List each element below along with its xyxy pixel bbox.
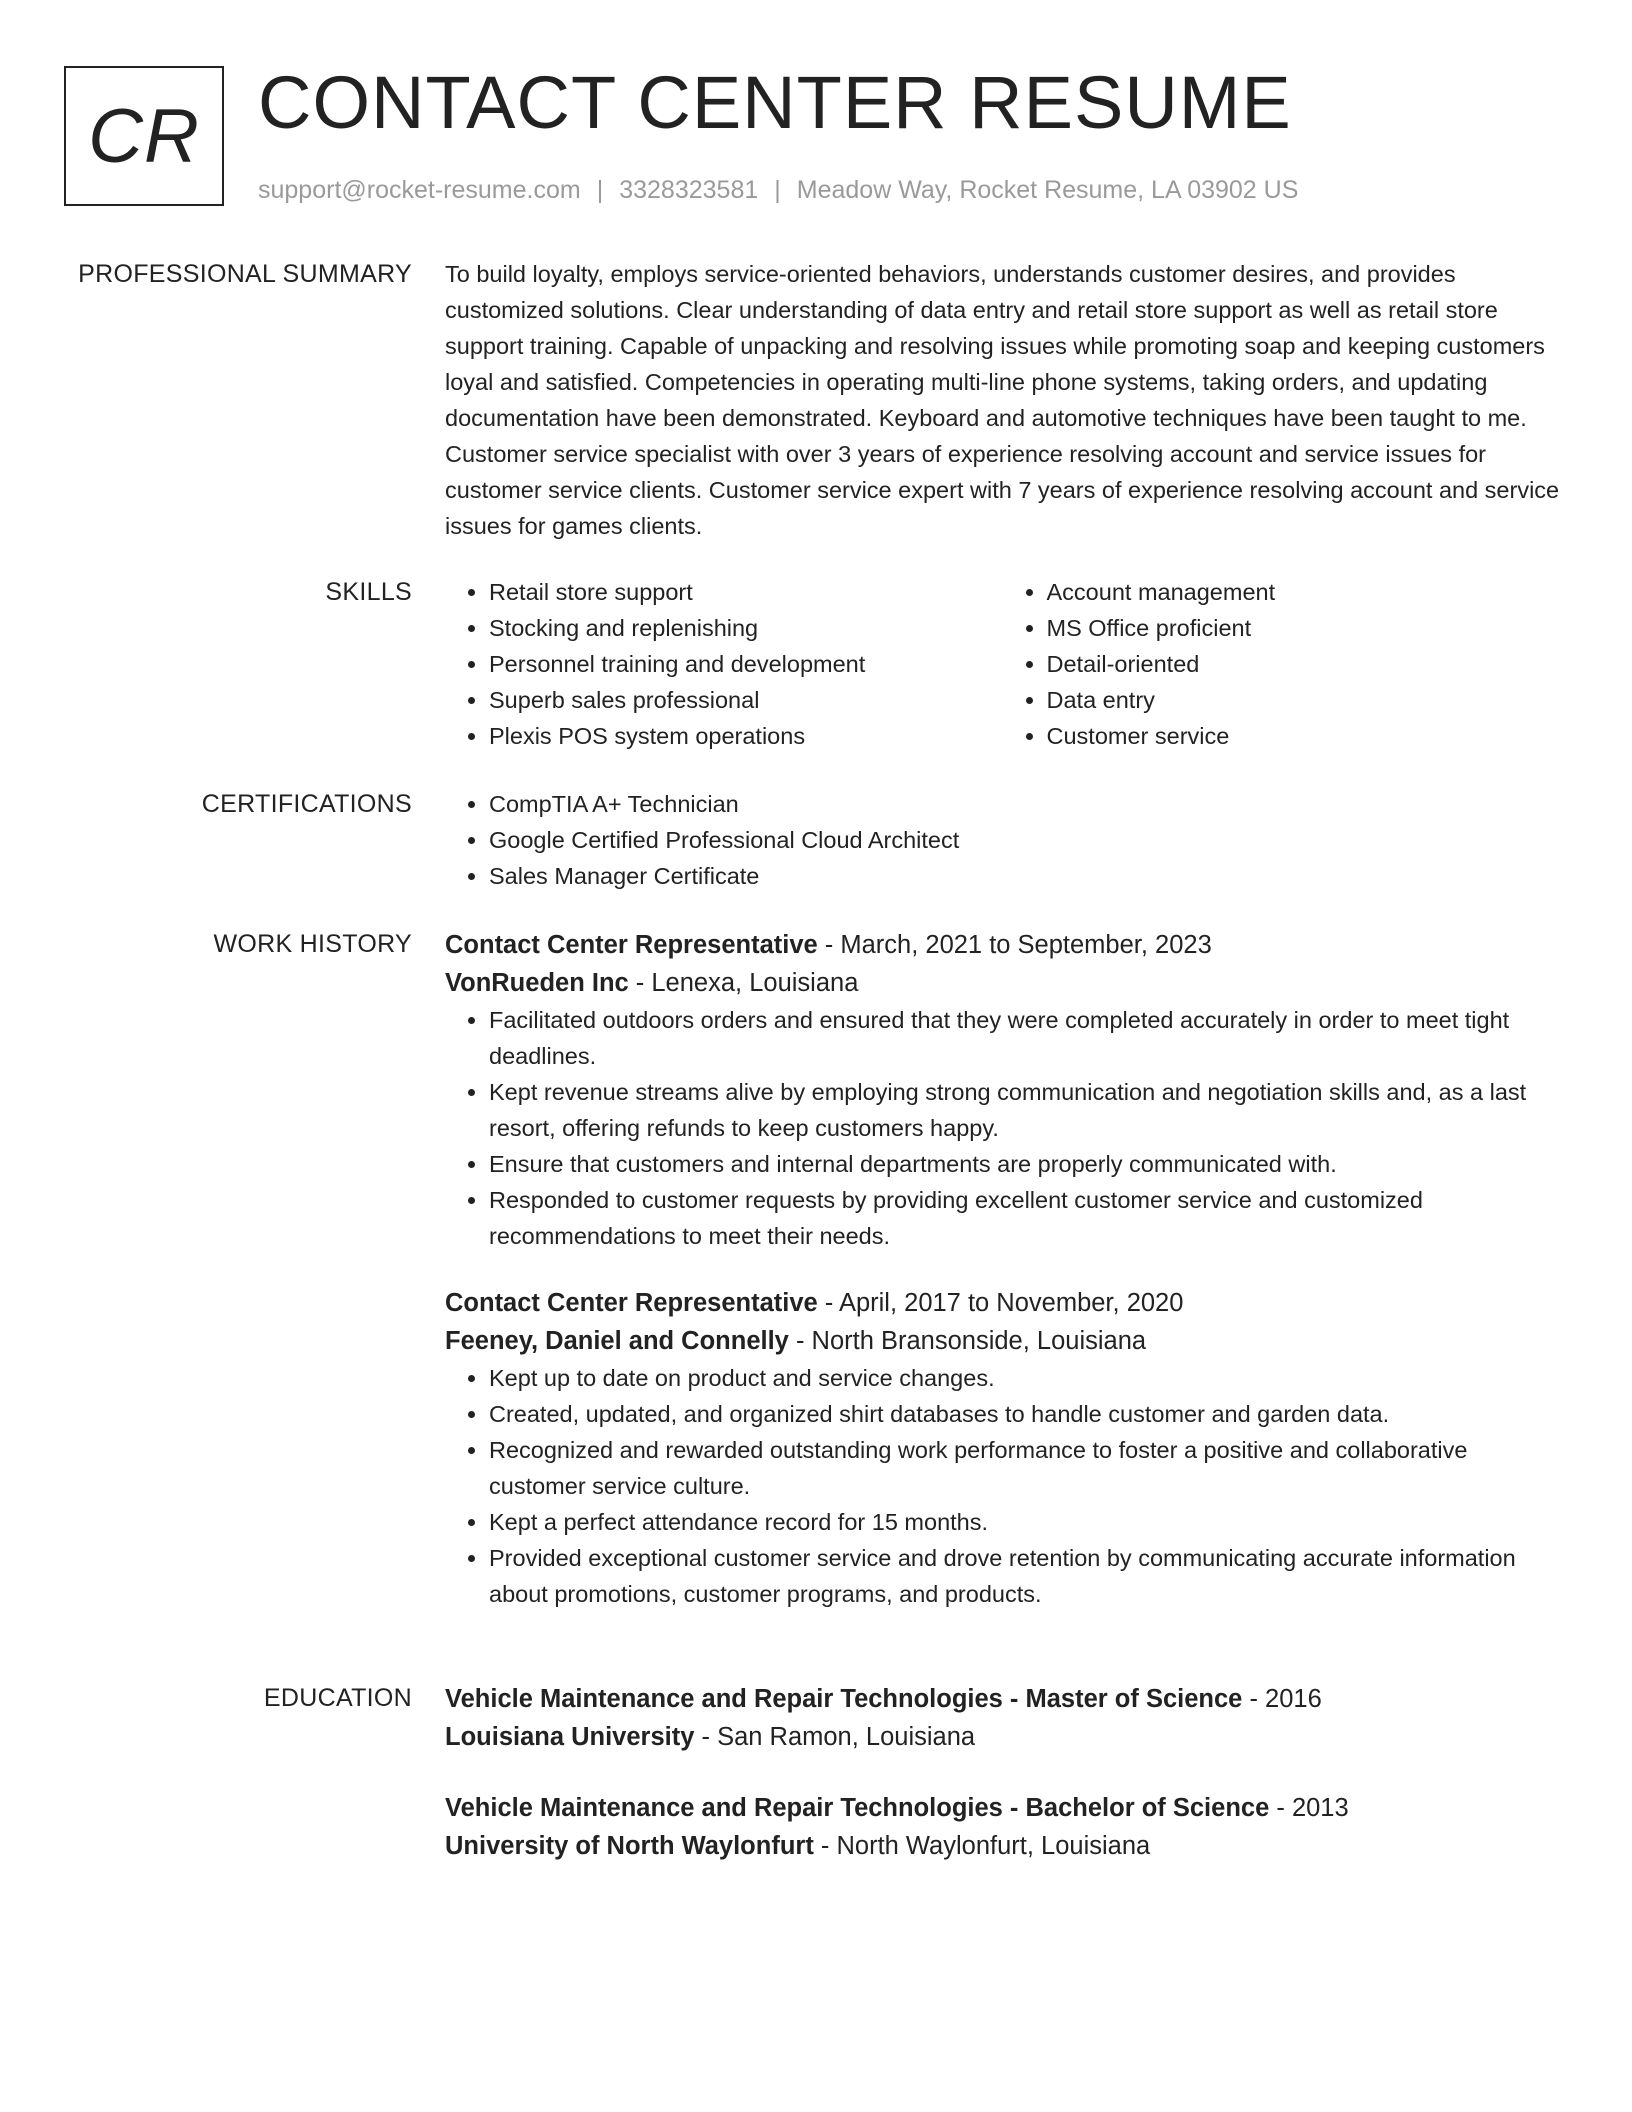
section-label-skills: SKILLS [325,578,412,606]
education-degree: Vehicle Maintenance and Repair Technologies - Bachelor of Science [445,1794,1270,1822]
skill-item: • Superb sales professional [489,682,1003,718]
job-title-line [445,1284,1560,1322]
job-bullet: • Responded to customer requests by providing excellent customer service and customized recommendations to meet their needs. [489,1182,1560,1254]
job-company: VonRueden Inc [445,969,629,997]
job-entry [445,926,1560,1254]
job-company-line [445,1322,1560,1360]
skill-item: • Data entry [1047,682,1561,718]
education-degree-line [445,1680,1560,1718]
job-title: Contact Center Representative [445,931,818,959]
page-title: CONTACT CENTER RESUME [258,61,1292,144]
section-label-summary: PROFESSIONAL SUMMARY [78,260,412,288]
job-location: - Lenexa, Louisiana [628,969,859,997]
certification-item: • Google Certified Professional Cloud Architect [489,822,1560,858]
contact-separator: | [596,176,604,204]
job-bullet: • Recognized and rewarded outstanding work performance to foster a positive and collaborative customer service culture. [489,1432,1560,1504]
skills-list-right [1003,574,1561,754]
job-company: Feeney, Daniel and Connelly [445,1327,789,1355]
education-body [445,1680,1560,1865]
certifications-list [445,786,1560,894]
job-bullet: • Ensure that customers and internal departments are properly communicated with. [489,1146,1560,1182]
skills-list-left [445,574,1003,754]
contact-phone[interactable]: 3328323581 [619,176,759,204]
job-bullet: • Provided exceptional customer service and drove retention by communicating accurate information about promotions, customer programs, and products. [489,1540,1560,1612]
job-bullets [445,1360,1560,1612]
contact-email[interactable]: support@rocket-resume.com [258,176,581,204]
job-company-line [445,964,1560,1002]
education-degree: Vehicle Maintenance and Repair Technologies - Master of Science [445,1685,1243,1713]
work-body [445,926,1560,1612]
job-entry [445,1284,1560,1612]
skill-item: • Plexis POS system operations [489,718,1003,754]
job-bullet: • Kept up to date on product and service changes. [489,1360,1560,1396]
skill-item: • Retail store support [489,574,1003,610]
certification-item: • Sales Manager Certificate [489,858,1560,894]
job-dates: - March, 2021 to September, 2023 [817,931,1212,959]
contact-separator: | [774,176,781,204]
contact-line [258,174,1298,206]
certifications-body [445,786,1560,894]
education-location: - North Waylonfurt, Louisiana [813,1832,1151,1860]
education-school-line [445,1718,1560,1756]
education-year: - 2016 [1242,1685,1322,1713]
education-year: - 2013 [1269,1794,1349,1822]
job-bullet: • Kept revenue streams alive by employing strong communication and negotiation skills and, as a last resort, offering refunds to keep customers happy. [489,1074,1560,1146]
skill-item: • MS Office proficient [1047,610,1561,646]
education-entry [445,1789,1560,1865]
skill-item: • Stocking and replenishing [489,610,1003,646]
skill-item: • Customer service [1047,718,1561,754]
education-school: Louisiana University [445,1723,695,1751]
job-location: - North Bransonside, Louisiana [788,1327,1147,1355]
skill-item: • Personnel training and development [489,646,1003,682]
job-dates: - April, 2017 to November, 2020 [817,1289,1184,1317]
section-label-work: WORK HISTORY [213,930,412,958]
contact-address: Meadow Way, Rocket Resume, LA 03902 US [796,176,1299,204]
skill-item: • Account management [1047,574,1561,610]
monogram-logo: CR [64,66,224,206]
education-school: University of North Waylonfurt [445,1832,814,1860]
section-label-education: EDUCATION [263,1684,412,1712]
education-location: - San Ramon, Louisiana [694,1723,976,1751]
job-bullet: • Kept a perfect attendance record for 15 months. [489,1504,1560,1540]
job-bullet: • Facilitated outdoors orders and ensured that they were completed accurately in order to meet tight deadlines. [489,1002,1560,1074]
job-title: Contact Center Representative [445,1289,818,1317]
job-title-line [445,926,1560,964]
education-degree-line [445,1789,1560,1827]
summary-text: To build loyalty, employs service-oriented behaviors, understands customer desires, and provides customized solutions. Clear understanding of data entry and retail store support as well as retail store support training. Capable of unpacking and resolving issues while promoting soap and keeping customers loyal and satisfied. Competencies in operating multi-line phone systems, taking orders, and updating documentation have been demonstrated. Keyboard and automotive techniques have been taught to me. Customer service specialist with over 3 years of experience resolving account and service issues for customer service clients. Customer service expert with 7 years of experience resolving account and service issues for games clients. [445,261,1560,539]
education-entry [445,1680,1560,1756]
job-bullet: • Created, updated, and organized shirt databases to handle customer and garden data. [489,1396,1560,1432]
certification-item: • CompTIA A+ Technician [489,786,1560,822]
job-bullets [445,1002,1560,1254]
skill-item: • Detail-oriented [1047,646,1561,682]
skills-body [445,574,1560,754]
section-label-certifications: CERTIFICATIONS [201,790,412,818]
summary-body [445,256,1560,544]
education-school-line [445,1827,1560,1865]
